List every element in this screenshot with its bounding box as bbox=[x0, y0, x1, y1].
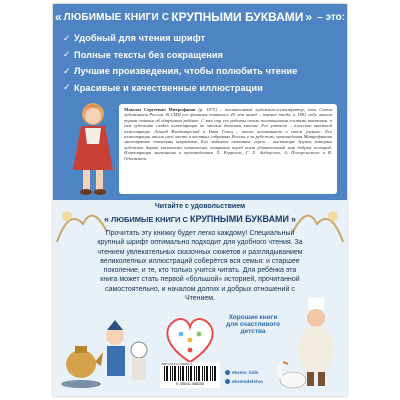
bullet-icon: ✓ bbox=[63, 65, 71, 76]
social-links bbox=[225, 368, 263, 386]
social-item bbox=[225, 377, 263, 386]
wish-text: Читайте с удовольствием bbox=[154, 203, 246, 210]
slogan: Хорошие книги для счастливого детства bbox=[226, 314, 280, 335]
bio-paragraph bbox=[124, 107, 332, 161]
feature-item bbox=[63, 63, 297, 80]
description-section bbox=[53, 200, 347, 396]
open-quote: « bbox=[103, 214, 109, 224]
feature-text: Красивые и качественные иллюстрации bbox=[74, 82, 263, 93]
barcode bbox=[160, 362, 220, 388]
girl-illustration bbox=[63, 98, 123, 198]
fairy-tale-figures-illustration bbox=[99, 320, 153, 394]
bullet-icon: ✓ bbox=[63, 82, 71, 93]
illustrator-bio bbox=[119, 104, 337, 194]
feature-item bbox=[63, 47, 297, 64]
barcode-bars bbox=[164, 366, 216, 381]
barcode-number: 9 785041 588255 bbox=[176, 382, 204, 386]
series-highlight: КРУПНЫМИ БУКВАМИ bbox=[171, 10, 304, 24]
feature-text: Удобный для чтения шрифт bbox=[74, 33, 206, 44]
feature-list bbox=[63, 30, 297, 96]
book-description: Прочитать эту книжку будет легко каждому! Специальный крупный шрифт оптимально подходит для удобного чтения. За чтением увлекательных сказочных сюжетов и разглядыванием великолепных иллюстраций соберётся вся семья: и старшее поколение, и те, кто только учится читать. Для ребёнка эта книга может стать первой «большой» историей, прочитанной самостоятельно, и началом долгих и добрых отношений с Чтением. bbox=[97, 230, 303, 303]
vk-icon bbox=[225, 370, 230, 375]
illustrator-name: Максим Сергеевич Митрофанов bbox=[124, 107, 196, 112]
close-quote: » bbox=[305, 10, 313, 24]
feature-item bbox=[63, 30, 297, 47]
series-title bbox=[54, 10, 346, 24]
feature-item bbox=[63, 80, 297, 97]
isbn-label: ISBN 978-5-04-158825-5 bbox=[161, 362, 193, 366]
feature-text: Полные тексты без сокращения bbox=[74, 49, 224, 60]
open-quote: « bbox=[54, 10, 62, 24]
series-prefix: ЛЮБИМЫЕ КНИГИ С bbox=[63, 11, 170, 23]
goose-illustration bbox=[273, 358, 309, 392]
social-item bbox=[225, 368, 263, 377]
series-suffix: – это: bbox=[317, 11, 346, 23]
social-handle: eksmo_kids bbox=[232, 370, 259, 375]
bio-text: – талантливый художник-иллюстратор, член Союза художников России. В СМИ его фамилия появилась 40 лет назад – именно тогда, в 1981 году, вышла первая статья об одарённом ребёнке. С тех пор его работы стали постоянными гостями выставок, а сам художник создал иллюстрации ко многим детским книгам. Его учителя – классики книжной иллюстрации Леонид Владимирский и Ника Гольц – тепло вспоминают о своём ученике. Его иллюстрации нашли своё место в частных собраниях России и за рубежом; произведения Митрофанова многократно отмечены наградами. Его любимые сказочные герои – настоящие друзья, которых художник дарит маленьким читателям, открывая перед ними удивительный мир добрых историй. Иллюстрации выполнены к произведениям Л. Кэрролла, Г. Х. Андерсена, А. Погорельского и В. Одоевского. bbox=[124, 107, 333, 161]
social-handle: eksmodetstvo bbox=[232, 379, 263, 384]
bullet-icon: ✓ bbox=[63, 32, 71, 43]
teapot-illustration bbox=[59, 328, 103, 390]
web-icon bbox=[225, 379, 230, 384]
feature-text: Лучшие произведения, чтобы полюбить чтение bbox=[74, 66, 298, 77]
bullet-icon: ✓ bbox=[63, 49, 71, 60]
illustrator-years: (р. 1975) bbox=[198, 107, 217, 112]
series-title-secondary bbox=[53, 214, 347, 224]
close-quote: » bbox=[291, 214, 297, 224]
series-highlight: КРУПНЫМИ БУКВАМИ bbox=[189, 214, 290, 224]
heart-logo-icon bbox=[161, 310, 219, 366]
series-prefix: ЛЮБИМЫЕ КНИГИ С bbox=[110, 215, 188, 224]
book-back-cover bbox=[53, 4, 347, 396]
